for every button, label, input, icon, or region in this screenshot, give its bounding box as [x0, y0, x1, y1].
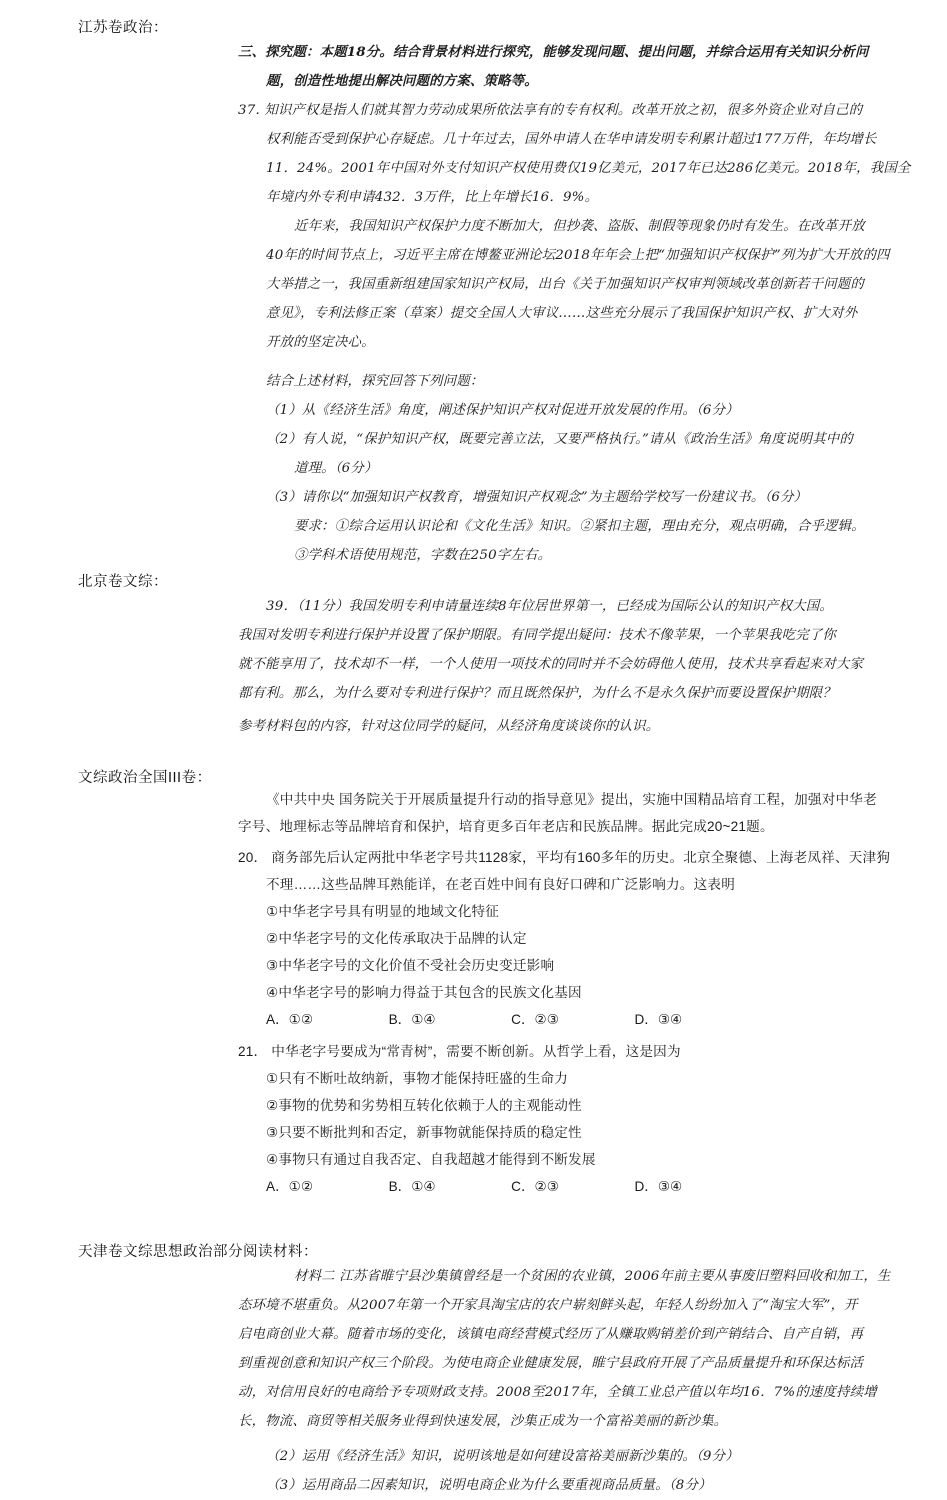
text-line: 近年来，我国知识产权保护力度不断加大，但抄袭、盗版、制假等现象仍时有发生。在改革开放 [294, 219, 865, 234]
section-label-national-iii: 文综政治全国III卷： [78, 770, 212, 786]
text-line: 就不能享用了，技术却不一样，一个人使用一项技术的同时并不会妨碍他人使用，技术共享看起来对大家 [238, 657, 864, 672]
text-line: 我国对发明专利进行保护并设置了保护期限。有同学提出疑问：技术不像苹果，一个苹果我吃完了你 [238, 628, 836, 643]
text-line: ④中华老字号的影响力得益于其包含的民族文化基因 [266, 985, 582, 1000]
section-label-beijing: 北京卷文综： [78, 574, 168, 590]
text-line: 11．24%。2001年中国对外支付知识产权使用费仅19亿美元，2017年已达286亿美元。2018年，我国全 [266, 161, 911, 176]
text-line: ①只有不断吐故纳新，事物才能保持旺盛的生命力 [266, 1070, 569, 1086]
text-line: 参考材料包的内容，针对这位同学的疑问，从经济角度谈谈你的认识。 [238, 719, 660, 734]
text-line: （2）运用《经济生活》知识，说明该地是如何建设富裕美丽新沙集的。（9分） [266, 1449, 739, 1464]
section-body-national-iii [238, 786, 910, 1200]
text-line: 大举措之一，我国重新组建国家知识产权局，出台《关于加强知识产权审判领域改革创新若干问题的 [266, 277, 864, 292]
text-line: ③中华老字号的文化价值不受社会历史变迁影响 [266, 958, 555, 973]
section-label-jiangsu: 江苏卷政治： [78, 20, 168, 36]
answer-options-row: A．①② B．①④ C．②③ D．③④ [266, 1012, 683, 1027]
text-line: 题，创造性地提出解决问题的方案、策略等。 [266, 73, 538, 89]
text-line: 37. 知识产权是指人们就其智力劳动成果所依法享有的专有权利。改革开放之初，很多外资企业对自己的 [238, 103, 863, 118]
text-line: 三、探究题：本题18分。结合背景材料进行探究，能够发现问题、提出问题，并综合运用有关知识分析问 [238, 44, 869, 60]
text-line: ②事物的优势和劣势相互转化依赖于人的主观能动性 [266, 1097, 582, 1113]
text-line: 材料二 江苏省睢宁县沙集镇曾经是一个贫困的农业镇，2006年前主要从事废旧塑料回收和加工，生 [294, 1269, 891, 1284]
text-line: 不理……这些品牌耳熟能详，在老百姓中间有良好口碑和广泛影响力。这表明 [266, 877, 735, 892]
text-line: （1）从《经济生活》角度，阐述保护知识产权对促进开放发展的作用。（6分） [266, 403, 739, 418]
text-line: 动，对信用良好的电商给予专项财政支持。2008至2017年，全镇工业总产值以年均16．7%的速度持续增 [238, 1385, 877, 1400]
text-line: 21． 中华老字号要成为“常青树”，需要不断创新。从哲学上看，这是因为 [238, 1043, 681, 1059]
text-line: 都有利。那么，为什么要对专利进行保护？而且既然保护，为什么不是永久保护而要设置保护期限？ [238, 686, 836, 701]
text-line: 20． 商务部先后认定两批中华老字号共1128家，平均有160多年的历史。北京全聚德、上海老凤祥、天津狗 [238, 850, 891, 865]
text-line: 长，物流、商贸等相关服务业得到快速发展，沙集正成为一个富裕美丽的新沙集。 [238, 1414, 728, 1429]
text-line: 年境内外专利申请432．3万件，比上年增长16．9%。 [266, 190, 599, 205]
text-line: （2）有人说，“保护知识产权，既要完善立法，又要严格执行。”请从《政治生活》角度说明其中的 [266, 432, 853, 447]
text-line: （3）运用商品二因素知识，说明电商企业为什么要重视商品质量。（8分） [266, 1478, 712, 1493]
text-line: 《中共中央 国务院关于开展质量提升行动的指导意见》提出，实施中国精品培育工程，加强对中华老 [266, 792, 877, 807]
section-body-beijing [238, 592, 910, 741]
text-line: ①中华老字号具有明显的地域文化特征 [266, 904, 500, 919]
text-line: ②中华老字号的文化传承取决于品牌的认定 [266, 931, 527, 946]
text-line: （3）请你以“加强知识产权教育，增强知识产权观念”为主题给学校写一份建议书。（6分） [266, 490, 808, 505]
text-line: 道理。（6分） [294, 461, 378, 476]
text-line: 40年的时间节点上，习近平主席在博鳌亚洲论坛2018年年会上把“加强知识产权保护”列为扩大开放的四 [266, 248, 890, 263]
text-line: ③只要不断批判和否定，新事物就能保持质的稳定性 [266, 1124, 582, 1140]
text-line: 意见》，专利法修正案（草案）提交全国人大审议……这些充分展示了我国保护知识产权、扩大对外 [266, 306, 858, 321]
text-line: ③学科术语使用规范，字数在250字左右。 [294, 548, 552, 563]
text-line: 39．（11分）我国发明专利申请量连续8年位居世界第一，已经成为国际公认的知识产权大国。 [266, 599, 833, 614]
text-line: 结合上述材料，探究回答下列问题： [266, 374, 484, 389]
text-line: 到重视创意和知识产权三个阶段。为使电商企业健康发展，睢宁县政府开展了产品质量提升和环保达标活 [238, 1356, 864, 1371]
text-line: 字号、地理标志等品牌培育和保护，培育更多百年老店和民族品牌。据此完成20~21题。 [238, 819, 774, 834]
text-line: 态环境不堪重负。从2007年第一个开家具淘宝店的农户崭刻鲜头起，年轻人纷纷加入了“淘宝大军”，开 [238, 1298, 858, 1313]
text-line: ④事物只有通过自我否定、自我超越才能得到不断发展 [266, 1151, 596, 1167]
answer-options-row: A．①② B．①④ C．②③ D．③④ [266, 1178, 683, 1194]
section-body-jiangsu [238, 38, 910, 570]
text-line: 要求：①综合运用认识论和《文化生活》知识。②紧扣主题，理由充分，观点明确，合乎逻辑。 [294, 519, 865, 534]
text-line: 权利能否受到保护心存疑虑。几十年过去，国外申请人在华申请发明专利累计超过177万件，年均增长 [266, 132, 877, 147]
text-line: 启电商创业大幕。随着市场的变化，该镇电商经营模式经历了从赚取购销差价到产销结合、自产自销，再 [238, 1327, 864, 1342]
section-body-tianjin [238, 1262, 910, 1500]
text-line: 开放的坚定决心。 [266, 335, 375, 350]
section-label-tianjin: 天津卷文综思想政治部分阅读材料： [78, 1244, 318, 1260]
